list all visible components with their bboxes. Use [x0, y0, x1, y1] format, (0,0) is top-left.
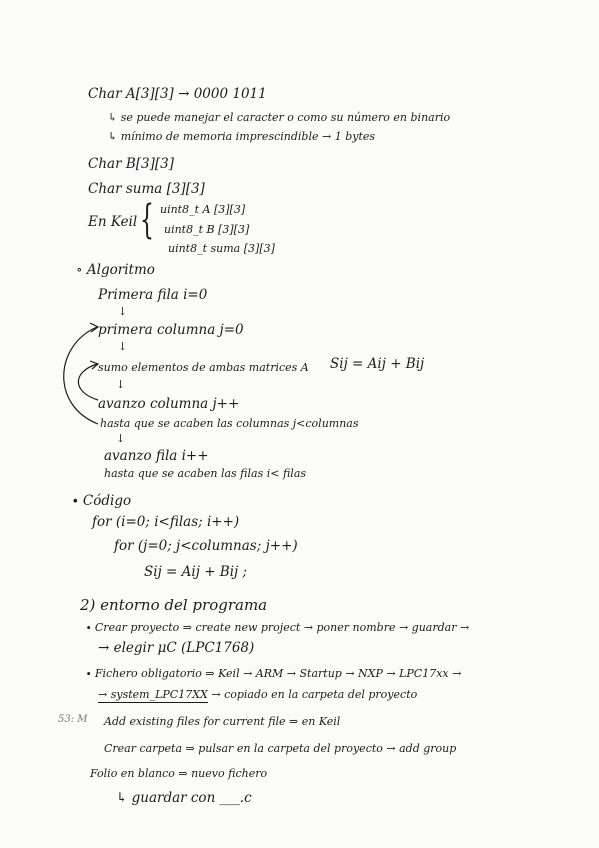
- entorno-heading: 2) entorno del programa: [80, 596, 268, 614]
- brace-icon: {: [140, 197, 154, 243]
- entorno-step-2b-rest: → copiado en la carpeta del proyecto: [211, 688, 418, 701]
- algoritmo-step-3: sumo elementos de ambas matrices A: [98, 361, 309, 374]
- code-line-3: Sij = Aij + Bij ;: [144, 564, 248, 580]
- algoritmo-step-4: avanzo columna j++: [98, 396, 240, 412]
- entorno-step-5: Folio en blanco ⇒ nuevo fichero: [90, 767, 268, 780]
- entorno-step-6: ↳ guardar con ___.c: [116, 790, 252, 806]
- down-arrow-icon: ↓: [118, 340, 128, 353]
- algoritmo-step-7: hasta que se acaben las filas i< filas: [104, 467, 307, 480]
- entorno-step-2: ∙ Fichero obligatorio ⇒ Keil → ARM → Startup → NXP → LPC17xx →: [86, 667, 462, 680]
- codigo-heading: ∙ Código: [72, 493, 132, 509]
- entorno-step-1b: → elegir μC (LPC1768): [98, 640, 255, 656]
- entorno-step-4: Crear carpeta ⇒ pulsar en la carpeta del proyecto → add group: [104, 742, 457, 755]
- algoritmo-step-1: Primera fila i=0: [98, 287, 208, 303]
- code-line-1: for (i=0; i<filas; i++): [92, 514, 240, 530]
- algoritmo-formula: Sij = Aij + Bij: [330, 356, 425, 372]
- en-keil-label: En Keil: [88, 214, 138, 230]
- algoritmo-step-2: primera columna j=0: [98, 322, 244, 338]
- margin-note: 53: M: [58, 714, 88, 725]
- down-arrow-icon: ↓: [118, 305, 128, 318]
- algoritmo-heading: ∘ Algoritmo: [76, 262, 155, 278]
- algoritmo-step-5: hasta que se acaben las columnas j<columnas: [100, 417, 359, 430]
- down-arrow-icon: ↓: [116, 378, 126, 391]
- char-b-line: Char B[3][3]: [88, 156, 174, 172]
- keil-decl-b: uint8_t B [3][3]: [164, 223, 250, 236]
- char-suma-line: Char suma [3][3]: [88, 181, 205, 197]
- entorno-step-2b: [98, 687, 417, 703]
- entorno-step-1: ∙ Crear proyecto ⇒ create new project → poner nombre → guardar →: [86, 621, 470, 634]
- char-a-line: Char A[3][3] → 0000 1011: [88, 86, 267, 102]
- algoritmo-step-6: avanzo fila i++: [104, 448, 209, 464]
- keil-decl-suma: uint8_t suma [3][3]: [168, 242, 275, 255]
- entorno-step-3: Add existing files for current file ⇒ en Keil: [104, 715, 341, 728]
- system-file-name: → system_LPC17XX: [98, 688, 208, 701]
- code-line-2: for (j=0; j<columnas; j++): [114, 538, 298, 554]
- char-a-note-1: ↳ se puede manejar el caracter o como su número en binario: [108, 111, 451, 124]
- keil-decl-a: uint8_t A [3][3]: [160, 203, 246, 216]
- char-a-note-2: ↳ mínimo de memoria imprescindible → 1 bytes: [108, 130, 376, 143]
- down-arrow-icon: ↓: [116, 432, 126, 445]
